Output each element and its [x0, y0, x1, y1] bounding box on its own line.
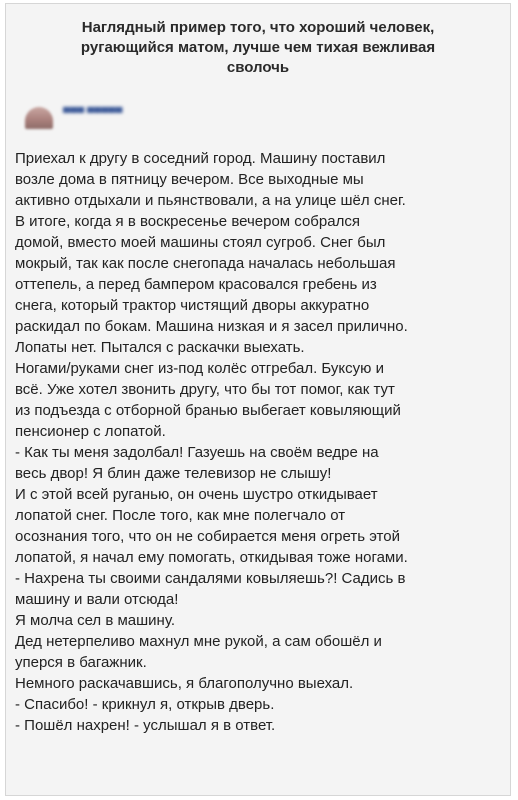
post-text-line: раскидал по бокам. Машина низкая и я засел прилично.: [15, 318, 408, 335]
post-text-line: - Как ты меня задолбал! Газуешь на своём ведре на: [15, 444, 379, 461]
post-text-line: осознания того, что он не собирается меня огреть этой: [15, 528, 400, 545]
post-text-line: - Пошёл нахрен! - услышал я в ответ.: [15, 717, 276, 734]
post-text-line: домой, вместо моей машины стоял сугроб. Снег был: [15, 234, 386, 251]
post-text-line: Приехал к другу в соседний город. Машину поставил: [15, 150, 386, 167]
post-text-line: уперся в багажник.: [15, 654, 147, 671]
post-text-line: Лопаты нет. Пытался с раскачки выехать.: [15, 339, 305, 356]
post-text-line: Немного раскачавшись, я благополучно выехал.: [15, 675, 354, 692]
post-author: [25, 105, 185, 129]
post-text-line: оттепель, а перед бампером красовался гребень из: [15, 276, 377, 293]
post-text-line: из подъезда с отборной бранью выбегает ковыляющий: [15, 402, 401, 419]
post-text-line: пенсионер с лопатой.: [15, 423, 166, 440]
post-text-line: Ногами/руками снег из-под колёс отгребал. Буксую и: [15, 360, 384, 377]
avatar: [25, 107, 53, 129]
post-text-line: весь двор! Я блин даже телевизор не слышу!: [15, 465, 332, 482]
post-text-line: мокрый, так как после снегопада началась небольшая: [15, 255, 396, 272]
post-text-line: активно отдыхали и пьянствовали, а на улице шёл снег.: [15, 192, 406, 209]
post-text-line: - Спасибо! - крикнул я, открыв дверь.: [15, 696, 275, 713]
post-text-line: всё. Уже хотел звонить другу, что бы тот помог, как тут: [15, 381, 395, 398]
post-text-line: возле дома в пятницу вечером. Все выходные мы: [15, 171, 364, 188]
author-name: ▀▀▀ ▀▀▀▀▀: [63, 108, 123, 119]
post-text-line: лопатой, я начал ему помогать, откидывая тоже ногами.: [15, 549, 408, 566]
post-text-line: машину и вали отсюда!: [15, 591, 179, 608]
post-text-line: В итоге, когда я в воскресенье вечером собрался: [15, 213, 360, 230]
post-text-line: снега, который трактор чистящий дворы аккуратно: [15, 297, 370, 314]
post-title: Наглядный пример того, что хороший человек, ругающийся матом, лучше чем тихая вежливая сволочь: [80, 19, 436, 76]
post-text-line: лопатой снег. После того, как мне полегчало от: [15, 507, 346, 524]
post-text-line: Я молча сел в машину.: [15, 612, 175, 629]
post-text-line: - Нахрена ты своими сандалями ковыляешь?! Садись в: [15, 570, 406, 587]
post-text: [15, 148, 505, 736]
post-text-line: И с этой всей руганью, он очень шустро откидывает: [15, 486, 378, 503]
post-text-line: Дед нетерпеливо махнул мне рукой, а сам обошёл и: [15, 633, 382, 650]
